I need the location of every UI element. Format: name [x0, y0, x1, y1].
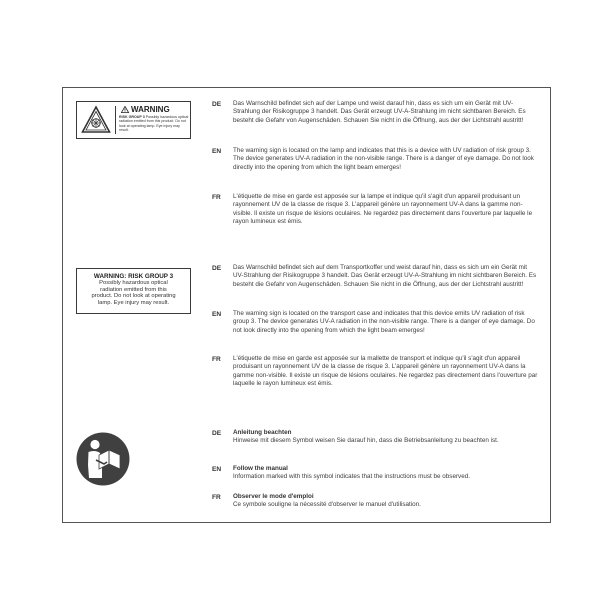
read-manual-icon [76, 432, 130, 486]
warning-title: WARNING [131, 105, 170, 114]
warning-sign-icon [121, 106, 129, 113]
lamp-text-fr: L'étiquette de mise en garde est apposée sur la lampe et indique qu'il s'agit d'un appareil produisant un rayonnement UV de la classe de risque 3. L'appareil génère un rayonnement UV-A dans la gamme non-visible. Il existe un risque de lésions oculaires. Ne regardez pas directement dans l'ouverture par laquelle le rayon lumineux est émis. [233, 193, 533, 226]
manual-heading-en: Follow the manual [233, 465, 288, 472]
lang-code-de: DE [212, 265, 222, 272]
case-warning-line: lamp. Eye injury may result. [97, 299, 170, 306]
manual-body-de: Hinweise mit diesem Symbol weisen Sie darauf hin, dass die Betriebsanleitung zu beachten ist. [233, 437, 499, 445]
case-text-en: The warning sign is located on the transport case and indicates that this device emits UV radiation of risk group 3. The device generates UV-A radiation in the non-visible range. There is a danger of eye damage. Do not look directly into the opening from which the light beam emerges! [233, 310, 535, 334]
case-warning-line: Possibly hazardous optical [99, 280, 168, 286]
manual-text-en [233, 465, 538, 482]
manual-text-fr [233, 493, 538, 510]
lang-code-de: DE [212, 101, 222, 108]
manual-heading-fr: Observer le mode d'emploi [233, 493, 314, 500]
case-text-de: Das Warnschild befindet sich auf dem Transportkoffer und weist darauf hin, dass es sich um ein Gerät mit UV-Strahlung der Risikogruppe 3 handelt. Das Gerät erzeugt UV-A-Strahlung im nicht sichtbaren Bereich. Es besteht die Gefahr von Augenschäden. Schauen Sie nicht in die Öffnung, aus der der Lichtstrahl austritt! [233, 264, 537, 288]
lamp-warning-label [76, 101, 191, 139]
case-warning-line: product. Do not look at operating [91, 293, 176, 300]
manual-body-en: Information marked with this symbol indicates that the instructions must be observed. [233, 473, 470, 481]
case-warning-label [76, 268, 191, 314]
lang-code-en: EN [212, 466, 222, 473]
manual-body-fr: Ce symbole souligne la nécessité d'observer le manuel d'utilisation. [233, 501, 421, 509]
uv-warning-triangle-icon [81, 105, 111, 135]
case-warning-title: WARNING: RISK GROUP 3 [93, 273, 174, 280]
case-warning-body [77, 280, 190, 306]
lamp-text-en: The warning sign is located on the lamp and indicates that this is a device with UV radiation of risk group 3. The device generates UV-A radiation in the non-visible range. There is a danger of eye damage. Do not look directly into the opening from which the light beam emerges! [233, 147, 534, 171]
manual-text-de [233, 429, 538, 446]
lang-code-en: EN [212, 311, 222, 318]
case-text-fr: L'étiquette de mise en garde est apposée sur la mallette de transport et indique qu'il s'agit d'un appareil produisant un rayonnement UV de la classe de risque 3. L'appareil génère un rayonnement UV-A dans la gamme non-visible. Il existe un risque de lésions oculaires. Ne regardez pas directement dans l'ouverture par laquelle le rayon lumineux est émis. [233, 355, 538, 388]
warning-body [119, 115, 189, 132]
lang-code-en: EN [212, 148, 222, 155]
lang-code-fr: FR [212, 494, 221, 501]
warning-body-text: Possibly hazardous optical radiation emitted from this product. Do not look at operating lamp. Eye injury may result. [119, 115, 189, 132]
lang-code-fr: FR [212, 194, 221, 201]
lang-code-de: DE [212, 430, 222, 437]
lamp-text-de: Das Warnschild befindet sich auf der Lampe und weist darauf hin, dass es sich um ein Gerät mit UV-Strahlung der Risikogruppe 3 handelt. Das Gerät erzeugt UV-A-Strahlung im nicht sichtbaren Bereich. Es besteht die Gefahr von Augenschäden. Schauen Sie nicht in die Öffnung, aus der der Lichtstrahl austritt! [233, 100, 526, 124]
risk-group-text: RISK GROUP 3 [119, 115, 145, 119]
case-warning-line: radiation emitted from this [100, 286, 167, 293]
lang-code-fr: FR [212, 356, 221, 363]
label-divider [115, 106, 116, 134]
manual-heading-de: Anleitung beachten [233, 429, 292, 436]
